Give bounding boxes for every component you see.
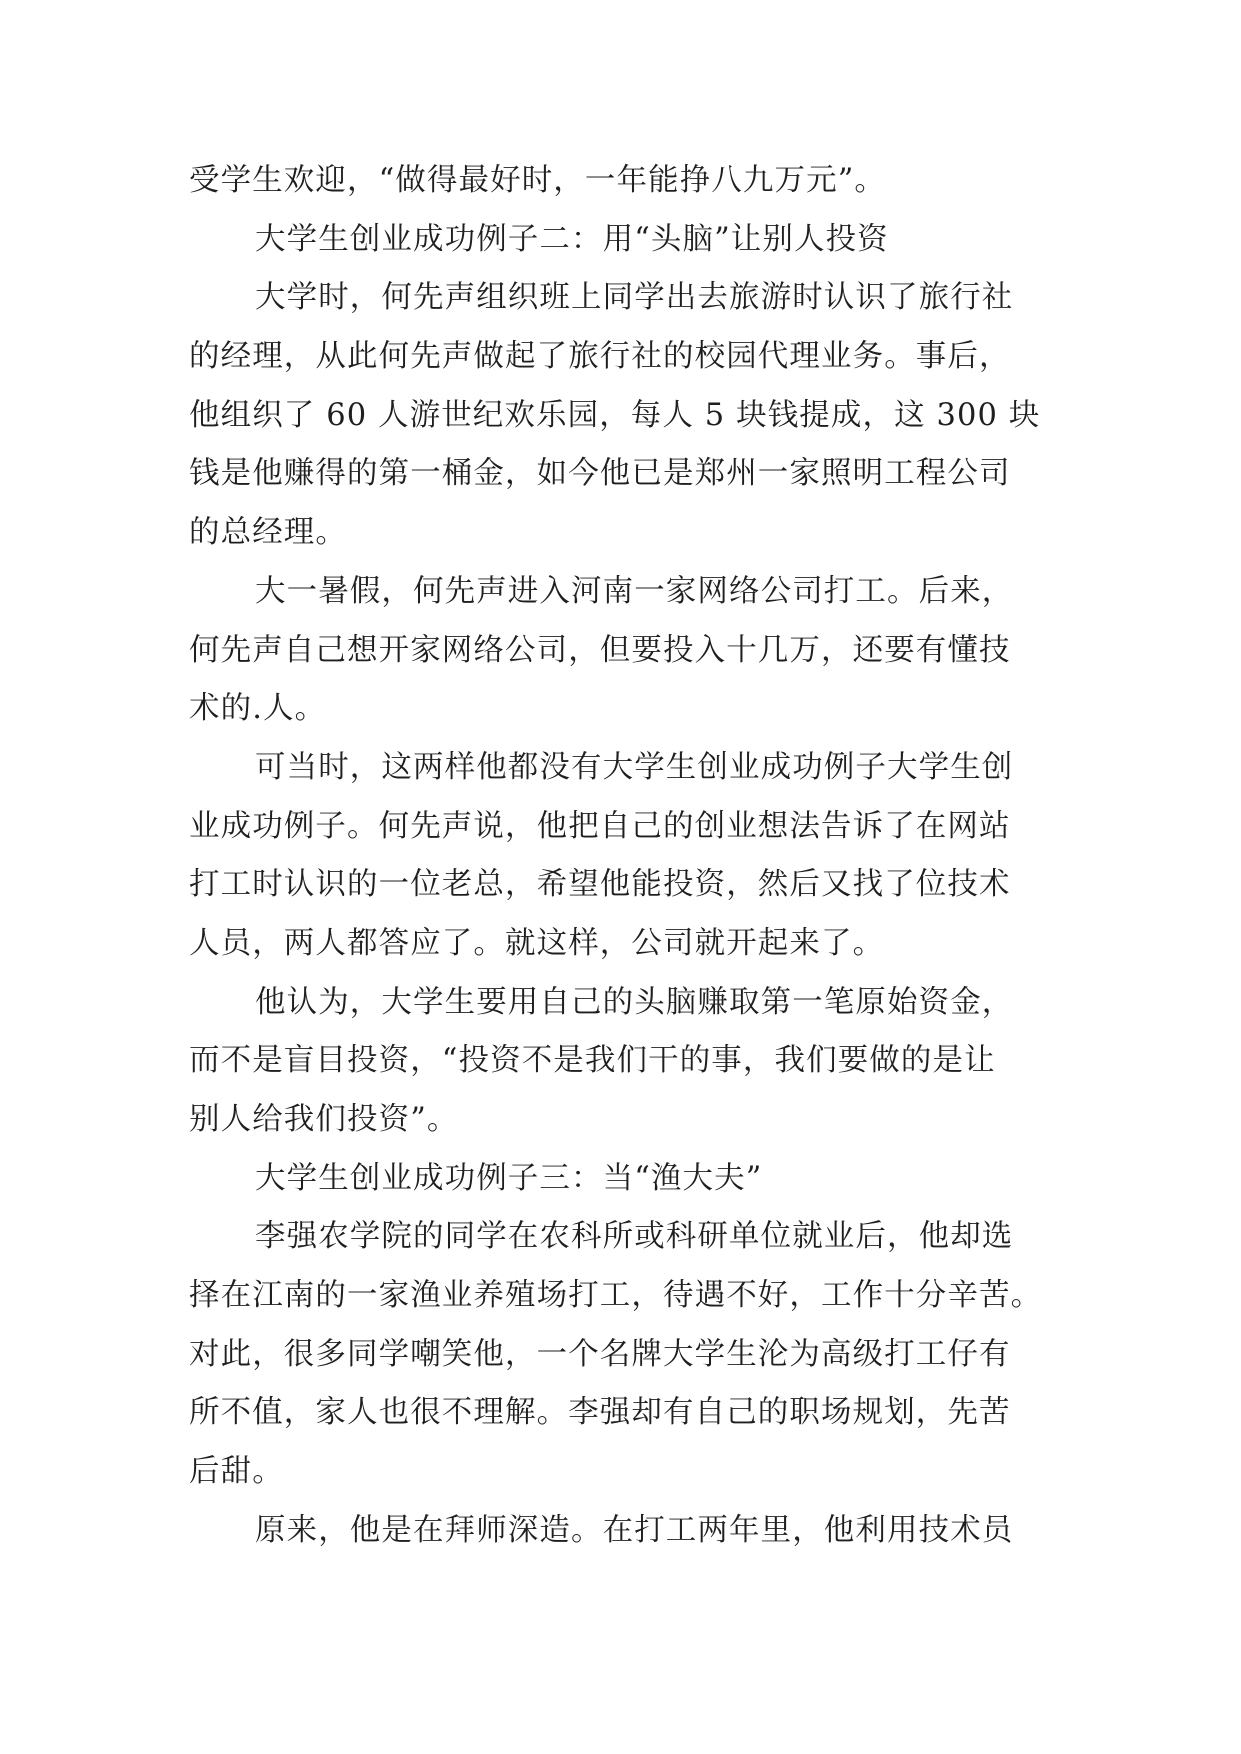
- text-line: 受学生欢迎，“做得最好时，一年能挣八九万元”。: [189, 163, 886, 198]
- text-line: 择在江南的一家渔业养殖场打工，待遇不好，工作十分辛苦。: [189, 1278, 1043, 1314]
- text-line: 李强农学院的同学在农科所或科研单位就业后，他却选: [255, 1219, 1014, 1255]
- text-line: 术的.人。: [189, 691, 327, 727]
- text-line: 业成功例子。何先声说，他把自己的创业想法告诉了在网站: [189, 808, 1011, 844]
- text-line: 何先声自己想开家网络公司，但要投入十几万，还要有懂技: [189, 632, 1011, 668]
- text-line: 对此，很多同学嘲笑他，一个名牌大学生沦为高级打工仔有: [189, 1336, 1011, 1372]
- text-line: 大学生创业成功例子二：用“头脑”让别人投资: [255, 221, 889, 257]
- text-line: 大一暑假，何先声进入河南一家网络公司打工。后来，: [255, 573, 1014, 609]
- text-line: 原来，他是在拜师深造。在打工两年里，他利用技术员: [255, 1512, 1014, 1548]
- text-line: 他组织了 60 人游世纪欢乐园，每人 5 块钱提成，这 300 块: [189, 397, 1041, 433]
- text-line: 人员，两人都答应了。就这样，公司就开起来了。: [189, 925, 885, 961]
- text-line: 可当时，这两样他都没有大学生创业成功例子大学生创: [255, 749, 1014, 785]
- text-line: 而不是盲目投资，“投资不是我们干的事，我们要做的是让: [189, 1043, 996, 1079]
- text-line: 别人给我们投资”。: [189, 1102, 459, 1137]
- text-line: 所不值，家人也很不理解。李强却有自己的职场规划，先苦: [189, 1395, 1011, 1431]
- text-line: 后甜。: [189, 1454, 284, 1490]
- body-text: [189, 152, 1059, 1561]
- text-line: 大学时，何先声组织班上同学出去旅游时认识了旅行社: [255, 280, 1014, 316]
- text-line: 的总经理。: [189, 515, 347, 551]
- text-line: 的经理，从此何先声做起了旅行社的校园代理业务。事后，: [189, 339, 1011, 375]
- text-line: 大学生创业成功例子三：当“渔大夫”: [255, 1160, 763, 1196]
- text-line: 打工时认识的一位老总，希望他能投资，然后又找了位技术: [189, 867, 1011, 903]
- text-line: 他认为，大学生要用自己的头脑赚取第一笔原始资金，: [255, 984, 1014, 1020]
- text-line: 钱是他赚得的第一桶金，如今他已是郑州一家照明工程公司: [189, 456, 1011, 492]
